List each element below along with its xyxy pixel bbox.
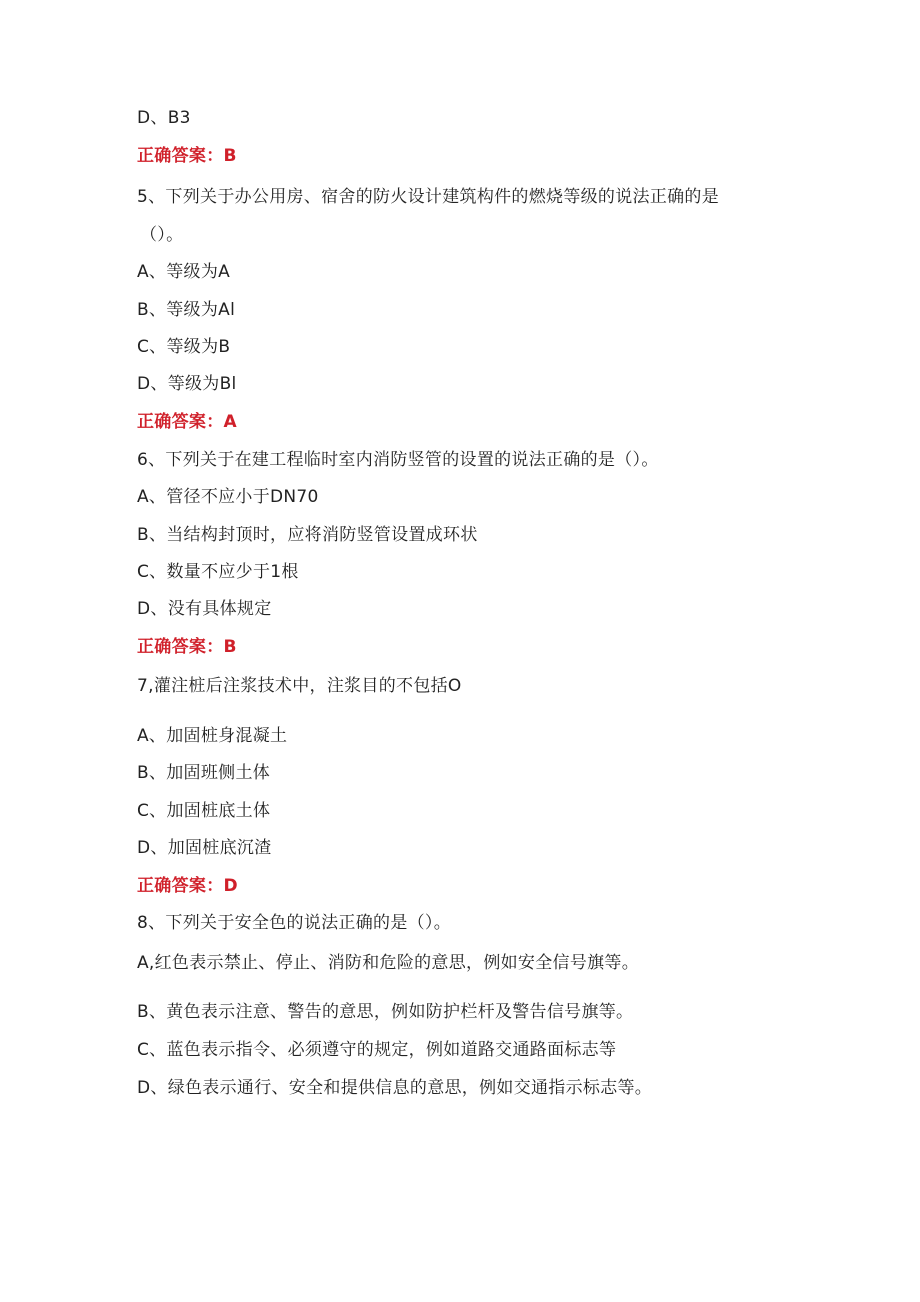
q6-answer: 正确答案：B bbox=[137, 637, 237, 657]
q7-answer: 正确答案：D bbox=[137, 876, 238, 896]
q6-option-d: D、没有具体规定 bbox=[137, 599, 272, 619]
q8-option-c: C、蓝色表示指令、必须遵守的规定，例如道路交通路面标志等 bbox=[137, 1040, 617, 1060]
q7-option-b: B、加固班侧土体 bbox=[137, 763, 271, 783]
q4-option-d: D、B3 bbox=[137, 108, 191, 128]
q6-option-b: B、当结构封顶时，应将消防竖管设置成环状 bbox=[137, 525, 478, 545]
q6-question: 6、下列关于在建工程临时室内消防竖管的设置的说法正确的是（）。 bbox=[137, 450, 659, 470]
q8-question: 8、下列关于安全色的说法正确的是（）。 bbox=[137, 913, 452, 933]
q7-option-a: A、加固桩身混凝土 bbox=[137, 726, 288, 746]
q5-question: 5、下列关于办公用房、宿舍的防火设计建筑构件的燃烧等级的说法正确的是 bbox=[137, 187, 720, 207]
q6-option-c: C、数量不应少于1根 bbox=[137, 562, 299, 582]
q7-question: 7,灌注桩后注浆技术中，注浆目的不包括O bbox=[137, 676, 462, 696]
q8-option-a: A,红色表示禁止、停止、消防和危险的意思，例如安全信号旗等。 bbox=[137, 953, 640, 973]
q7-option-c: C、加固桩底土体 bbox=[137, 801, 271, 821]
q8-option-b: B、黄色表示注意、警告的意思，例如防护栏杆及警告信号旗等。 bbox=[137, 1002, 634, 1022]
q4-answer: 正确答案：B bbox=[137, 146, 237, 166]
q5-question-continued: （）。 bbox=[140, 225, 184, 245]
q5-option-d: D、等级为Bl bbox=[137, 374, 237, 394]
q5-option-c: C、等级为B bbox=[137, 337, 231, 357]
q7-option-d: D、加固桩底沉渣 bbox=[137, 838, 272, 858]
q6-option-a: A、管径不应小于DN70 bbox=[137, 487, 319, 507]
q5-answer: 正确答案：A bbox=[137, 412, 237, 432]
q8-option-d: D、绿色表示通行、安全和提供信息的意思，例如交通指示标志等。 bbox=[137, 1078, 653, 1098]
q5-option-b: B、等级为Al bbox=[137, 300, 236, 320]
q5-option-a: A、等级为A bbox=[137, 262, 231, 282]
